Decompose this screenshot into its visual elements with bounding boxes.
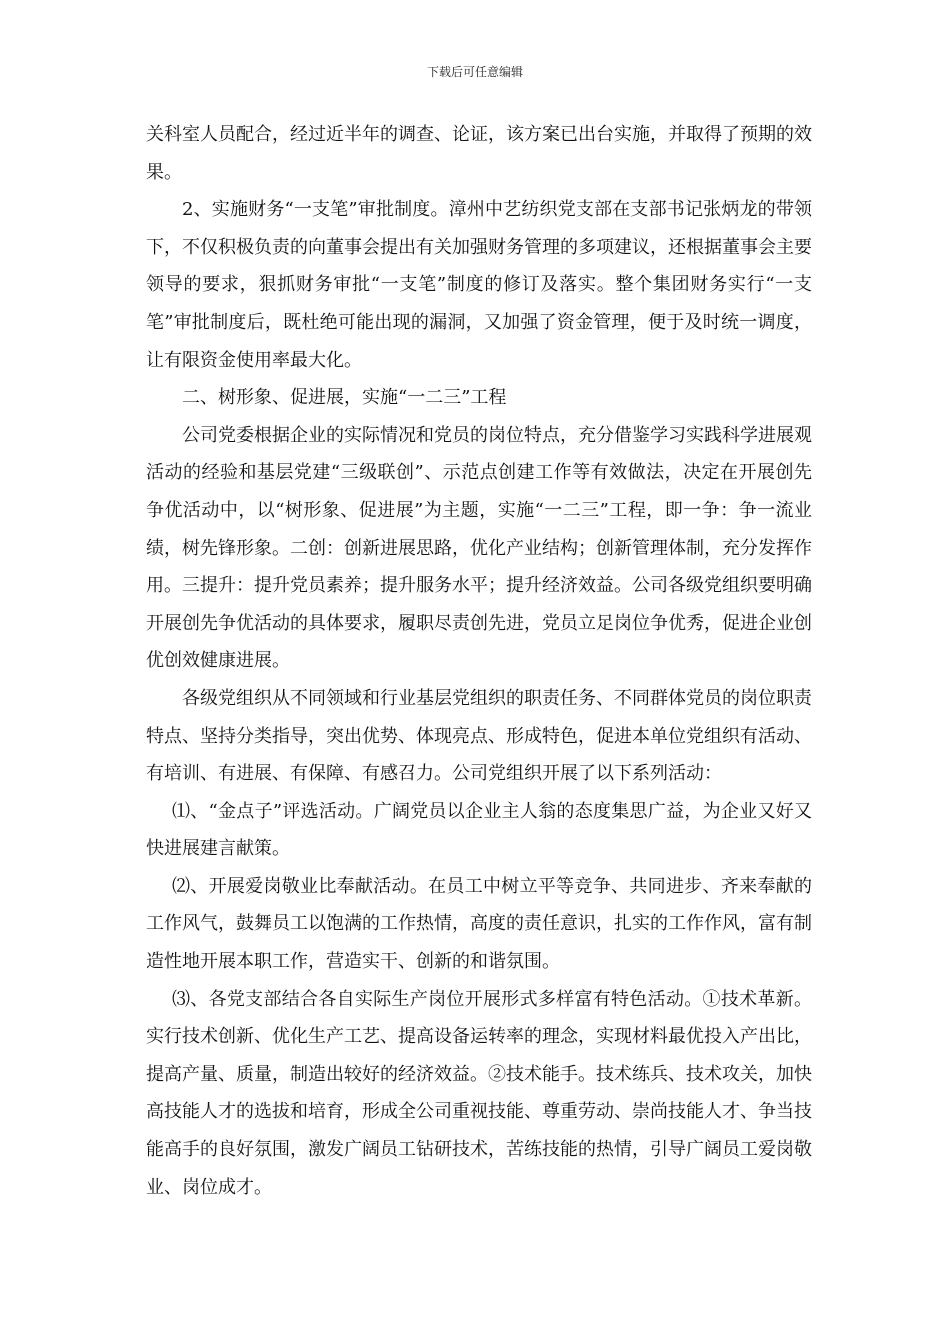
list-item: ⑵、开展爱岗敬业比奉献活动。在员工中树立平等竞争、共同进步、齐来奉献的工作风气，鼓舞员工以饱满的工作热情，高度的责任意识，扎实的工作作风，富有制造性地开展本职工作，营造实干、创新的和谐氛围。: [146, 875, 812, 973]
list-item: ⑴、“金点子”评选活动。广阔党员以企业主人翁的态度集思广益，为企业又好又快进展建言献策。: [146, 800, 812, 860]
paragraph-body: 公司党委根据企业的实际情况和党员的岗位特点，充分借鉴学习实践科学进展观活动的经验和基层党建“三级联创”、示范点创建工作等有效做法，决定在开展创先争优活动中，以“树形象、促进展”为主题，实施“一二三”工程，即一争：争一流业绩，树先锋形象。二创：创新进展思路，优化产业结构；创新管理体制，充分发挥作用。三提升：提升党员素养；提升服务水平；提升经济效益。公司各级党组织要明确开展创先争优活动的具体要求，履职尽责创先进，党员立足岗位争优秀，促进企业创优创效健康进展。: [146, 424, 812, 672]
page-header: 下载后可任意编辑: [426, 65, 523, 79]
paragraph-continuation: 关科室人员配合，经过近半年的调查、论证，该方案已出台实施，并取得了预期的效果。: [146, 124, 812, 183]
paragraph-body: 各级党组织从不同领域和行业基层党组织的职责任务、不同群体党员的岗位职责特点、坚持分类指导，突出优势、体现亮点、形成特色，促进本单位党组织有活动、有培训、有进展、有保障、有感召力。公司党组织开展了以下系列活动：: [146, 687, 812, 785]
list-item: ⑶、各党支部结合各自实际生产岗位开展形式多样富有特色活动。①技术革新。实行技术创新、优化生产工艺、提高设备运转率的理念，实现材料最优投入产出比，提高产量、质量，制造出较好的经济效益。②技术能手。技术练兵、技术攻关，加快高技能人才的选拔和培育，形成全公司重视技能、尊重劳动、崇尚技能人才、争当技能高手的良好氛围，激发广阔员工钻研技术，苦练技能的热情，引导广阔员工爱岗敬业、岗位成才。: [146, 988, 812, 1198]
paragraph-item-2: 2、实施财务“一支笔”审批制度。漳州中艺纺织党支部在支部书记张炳龙的带领下，不仅积极负责的向董事会提出有关加强财务管理的多项建议，还根据董事会主要领导的要求，狠抓财务审批“一支笔”制度的修订及落实。整个集团财务实行“一支笔”审批制度后，既杜绝可能出现的漏洞，又加强了资金管理，便于及时统一调度，让有限资金使用率最大化。: [146, 199, 812, 371]
section-heading: 二、树形象、促进展，实施“一二三”工程: [182, 387, 507, 409]
document-body: [146, 116, 812, 1206]
